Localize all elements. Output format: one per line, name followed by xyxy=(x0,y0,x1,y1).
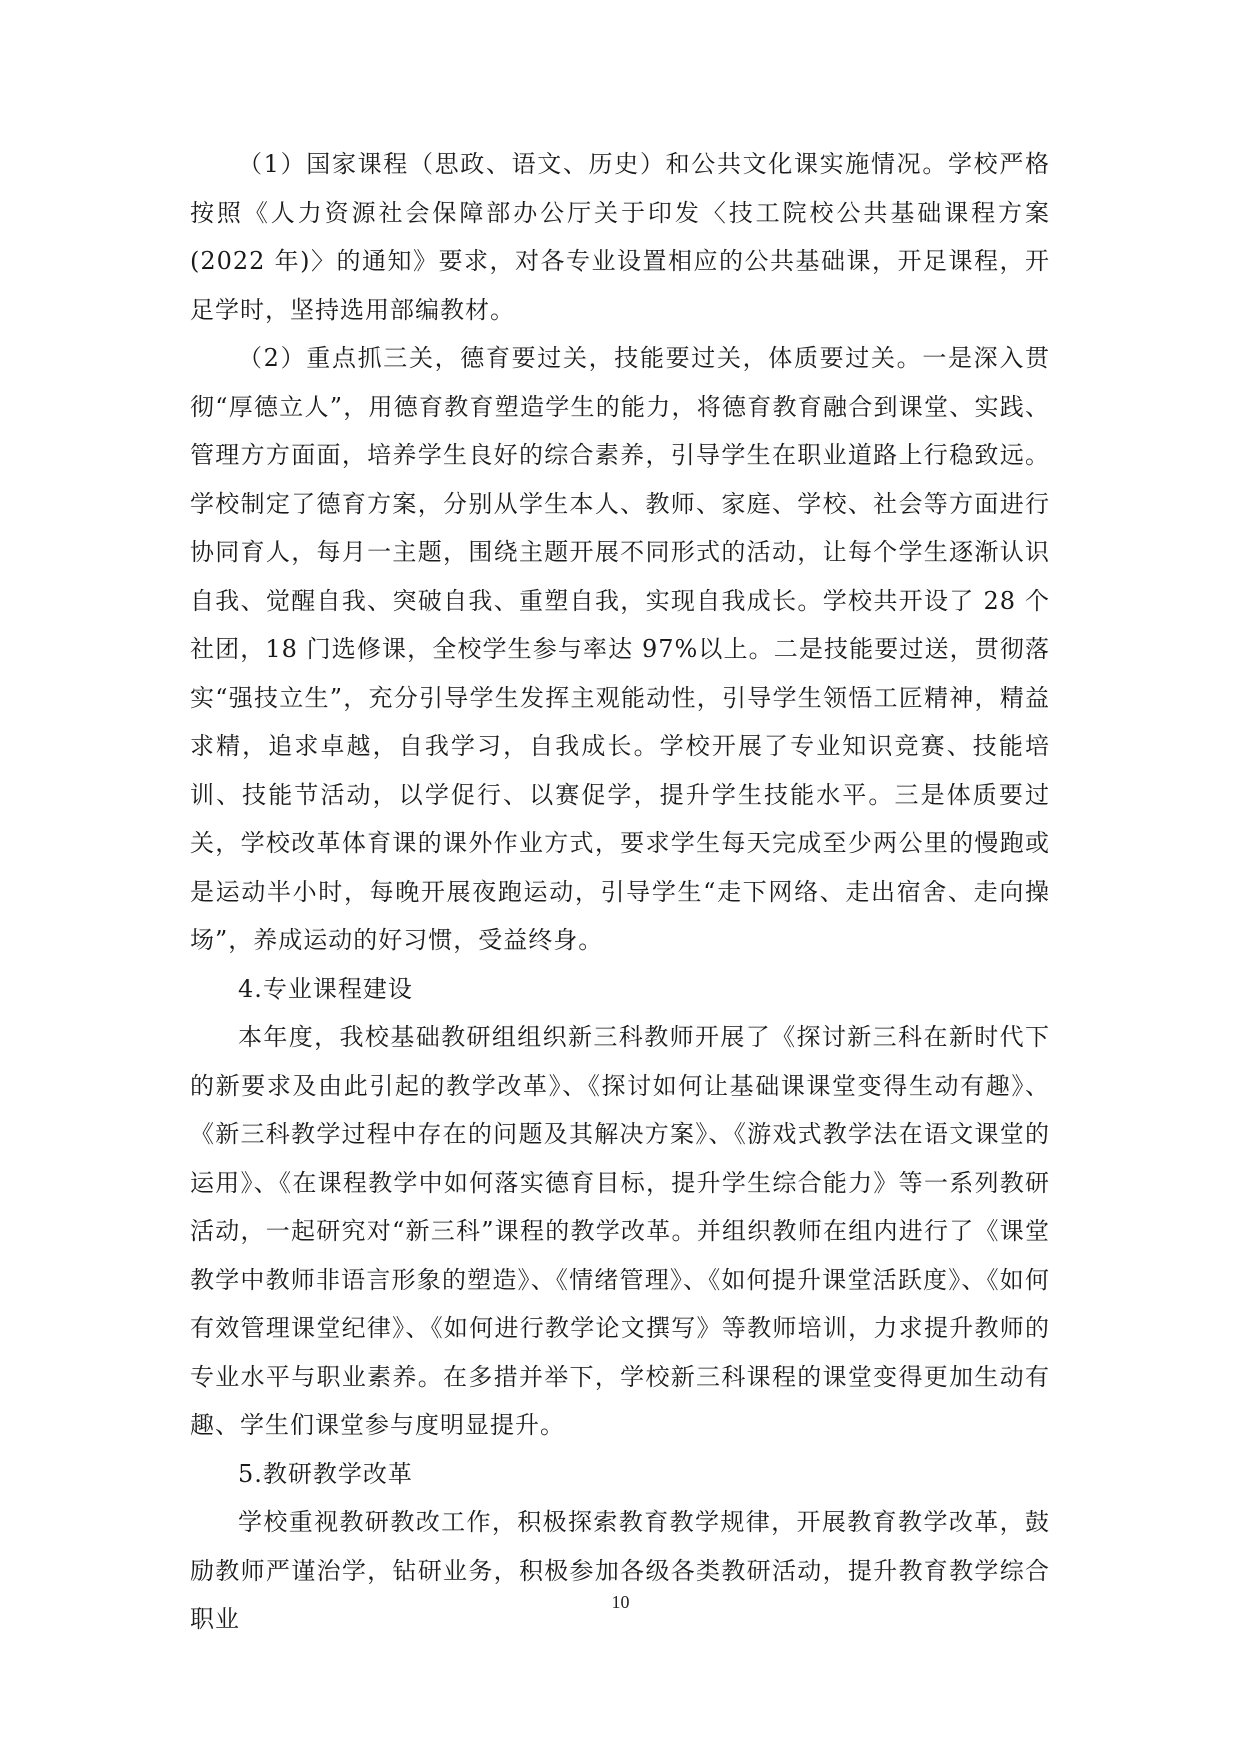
document-body xyxy=(190,140,1050,1644)
paragraph-three-gates: （2）重点抓三关，德育要过关，技能要过关，体质要过关。一是深入贯彻“厚德立人”，用德育教育塑造学生的能力，将德育教育融合到课堂、实践、管理方方面面，培养学生良好的综合素养，引导学生在职业道路上行稳致远。学校制定了德育方案，分别从学生本人、教师、家庭、学校、社会等方面进行协同育人，每月一主题，围绕主题开展不同形式的活动，让每个学生逐渐认识自我、觉醒自我、突破自我、重塑自我，实现自我成长。学校共开设了 28 个社团，18 门选修课，全校学生参与率达 97%以上。二是技能要过送，贯彻落实“强技立生”，充分引导学生发挥主观能动性，引导学生领悟工匠精神，精益求精，追求卓越，自我学习，自我成长。学校开展了专业知识竞赛、技能培训、技能节活动，以学促行、以赛促学，提升学生技能水平。三是体质要过关，学校改革体育课的课外作业方式，要求学生每天完成至少两公里的慢跑或是运动半小时，每晚开展夜跑运动，引导学生“走下网络、走出宿舍、走向操场”，养成运动的好习惯，受益终身。 xyxy=(190,344,1050,954)
paragraph-teaching-reform: 学校重视教研教改工作，积极探索教育教学规律，开展教育教学改革，鼓励教师严谨治学，钻研业务，积极参加各级各类教研活动，提升教育教学综合职业 xyxy=(190,1508,1050,1633)
page-number: 10 xyxy=(611,1592,630,1612)
paragraph-course-construction: 本年度，我校基础教研组组织新三科教师开展了《探讨新三科在新时代下的新要求及由此引起的教学改革》、《探讨如何让基础课课堂变得生动有趣》、《新三科教学过程中存在的问题及其解决方案》、《游戏式教学法在语文课堂的运用》、《在课程教学中如何落实德育目标，提升学生综合能力》等一系列教研活动，一起研究对“新三科”课程的教学改革。并组织教师在组内进行了《课堂教学中教师非语言形象的塑造》、《情绪管理》、《如何提升课堂活跃度》、《如何有效管理课堂纪律》、《如何进行教学论文撰写》等教师培训，力求提升教师的专业水平与职业素养。在多措并举下，学校新三科课程的课堂变得更加生动有趣、学生们课堂参与度明显提升。 xyxy=(190,1023,1050,1439)
section-heading-course-construction: 4.专业课程建设 xyxy=(238,974,413,1003)
section-heading-teaching-reform: 5.教研教学改革 xyxy=(238,1459,413,1488)
paragraph-national-curriculum: （1）国家课程（思政、语文、历史）和公共文化课实施情况。学校严格按照《人力资源社会保障部办公厅关于印发〈技工院校公共基础课程方案(2022 年)〉的通知》要求，对各专业设置相应的公共基础课，开足课程，开足学时，坚持选用部编教材。 xyxy=(190,150,1050,324)
